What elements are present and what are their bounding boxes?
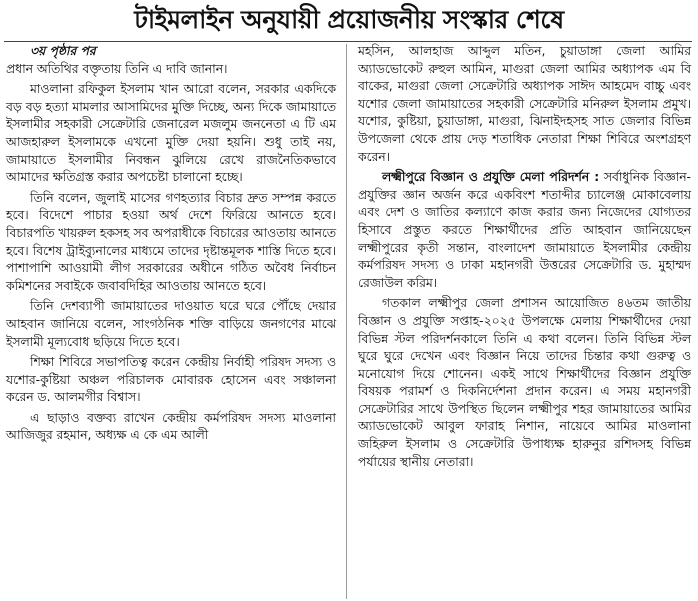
body-paragraph: তিনি দেশব্যাপী জামায়াতের দাওয়াত ঘরে ঘরে পৌঁছে দেয়ার আহবান জানিয়ে বলেন, সাংগঠনিক শক্তি বাড়িয়ে জনগণের মাঝে ইসলামী মূল্যবোধ ছড়িয়ে দিতে হবে। — [6, 299, 336, 349]
continued-from-label: ৩য় পৃষ্ঠার পর — [30, 44, 96, 58]
body-paragraph: প্রধান অতিথির বক্তৃতায় তিনি এ দাবি জানান। — [6, 61, 228, 76]
body-paragraph: মহসিন, আলহাজ আব্দুল মতিন, চুয়াডাঙ্গা জেলা আমির অ্যাডভোকেট রুহুল আমিন, মাগুরা জেলা আমির অধ্যাপক এম বি বাকের, মাগুরা জেলা সেক্রেটারি অধ্যাপক সাঈদ আহমেদ বাচ্চু এবং যশোর জেলা জামায়াতের সহকারী সেক্রেটারি মনিরুল ইসলাম প্রমুখ। যশোর, কুষ্টিয়া, চুয়াডাঙ্গা, মাগুরা, ঝিনাইদহসহ সাত জেলার বিভিন্ন উপজেলা থেকে প্রায় দেড় শতাধিক নেতারা শিক্ষা শিবিরে অংশগ্রহণ করেন। — [358, 44, 691, 164]
column-divider — [346, 44, 347, 599]
body-paragraph: তিনি বলেন, জুলাই মাসের গণহত্যার বিচার দ্রুত সম্পন্ন করতে হবে। বিদেশে পাচার হওয়া অর্থ দেশে ফিরিয়ে আনতে হবে। বিচারপতি খায়রুল হকসহ সব অপরাধীকে বিচারের আওতায় আনতে হবে। বিশেষ ট্রাইব্যুনালের মাধ্যমে তাদের দৃষ্টান্তমূলক শাস্তি দিতে হবে। পাশাপাশি আওয়ামী লীগ সরকারের অধীনে গঠিত অবৈধ নির্বাচন কমিশনের সবাইকে জবাবদিহির আওতায় আনতে হবে। — [6, 190, 336, 293]
subhead-body-text: সর্বাধুনিক বিজ্ঞান-প্রযুক্তির জ্ঞান অর্জন করে একবিংশ শতাব্দীর চ্যালেঞ্জ মোকাবেলায় এবং দেশ ও জাতির কল্যাণে কাজ করার জন্য নিজেদের যোগ্যতর হিসাবে প্রস্তুত করতে শিক্ষার্থীদের প্রতি আহবান জানিয়েছেন লক্ষ্মীপুরের কৃতী সন্তান, বাংলাদেশ জামায়াতে ইসলামীর কেন্দ্রীয় কর্মপরিষদ সদস্য ও ঢাকা মহানগরী উত্তরের সেক্রেটারি ড. মুহাম্মদ রেজাউল করিম। — [358, 170, 691, 290]
subhead-paragraph — [358, 169, 691, 292]
right-column — [358, 43, 691, 471]
body-paragraph: মাওলানা রফিকুল ইসলাম খান আরো বলেন, সরকার একদিকে বড় বড় হত্যা মামলার আসামিদের মুক্তি দিচ্ছে, অন্য দিকে জামায়াতে ইসলামীর সহকারী সেক্রেটারি জেনারেল মজলুম জননেতা এ টি এম আজহারুল ইসলামকে এখনো মুক্তি দেয়া হয়নি। শুধু তাই নয়, জামায়াতে ইসলামীর নিবন্ধন ঝুলিয়ে রেখে রাজনৈতিকভাবে আমাদের ক্ষতিগ্রস্ত করার অপচেষ্টা চালানো হচ্ছে। — [6, 82, 336, 185]
headline-rule — [4, 41, 692, 42]
left-column — [6, 43, 336, 445]
body-paragraph: গতকাল লক্ষ্মীপুর জেলা প্রশাসন আয়োজিত ৪৬তম জাতীয় বিজ্ঞান ও প্রযুক্তি সপ্তাহ-২০২৫ উপলক্ষে মেলায় শিক্ষার্থীদের দেয়া বিভিন্ন স্টল পরিদর্শনকালে তিনি এ কথা বলেন। তিনি বিভিন্ন স্টল ঘুরে ঘুরে দেখেন এবং বিজ্ঞান নিয়ে তাদের চিন্তার কথা গুরুত্ব ও মনোযোগ দিয়ে শোনেন। একই সাথে শিক্ষার্থীদের বিজ্ঞান প্রযুক্তি বিষয়ক পরামর্শ ও দিকনির্দেশনা প্রদান করেন। এ সময় মহানগরী সেক্রেটারির সাথে উপস্থিত ছিলেন লক্ষ্মীপুর শহর জামায়াতের আমির অ্যাডভোকেট আবুল ফারাহ নিশান, নায়েবে আমির মাওলানা জহিরুল ইসলাম ও সেক্রেটারি উপাধ্যক্ষ হারুনুর রশিদসহ বিভিন্ন পর্যায়ের স্থানীয় নেতারা। — [358, 296, 691, 469]
article-headline: টাইমলাইন অনুযায়ী প্রয়োজনীয় সংস্কার শেষে — [134, 5, 564, 34]
body-paragraph: শিক্ষা শিবিরে সভাপতিত্ব করেন কেন্দ্রীয় নির্বাহী পরিষদ সদস্য ও যশোর-কুষ্টিয়া অঞ্চল পরিচালক মোবারক হোসেন এবং সঞ্চালনা করেন ড. আলমগীর বিশ্বাস। — [6, 355, 336, 405]
body-paragraph: এ ছাড়াও বক্তব্য রাখেন কেন্দ্রীয় কর্মপরিষদ সদস্য মাওলানা আজিজুর রহমান, অধ্যক্ষ এ কে এম আলী — [6, 410, 336, 443]
section-subhead: লক্ষ্মীপুরে বিজ্ঞান ও প্রযুক্তি মেলা পরিদর্শন : — [382, 170, 600, 185]
